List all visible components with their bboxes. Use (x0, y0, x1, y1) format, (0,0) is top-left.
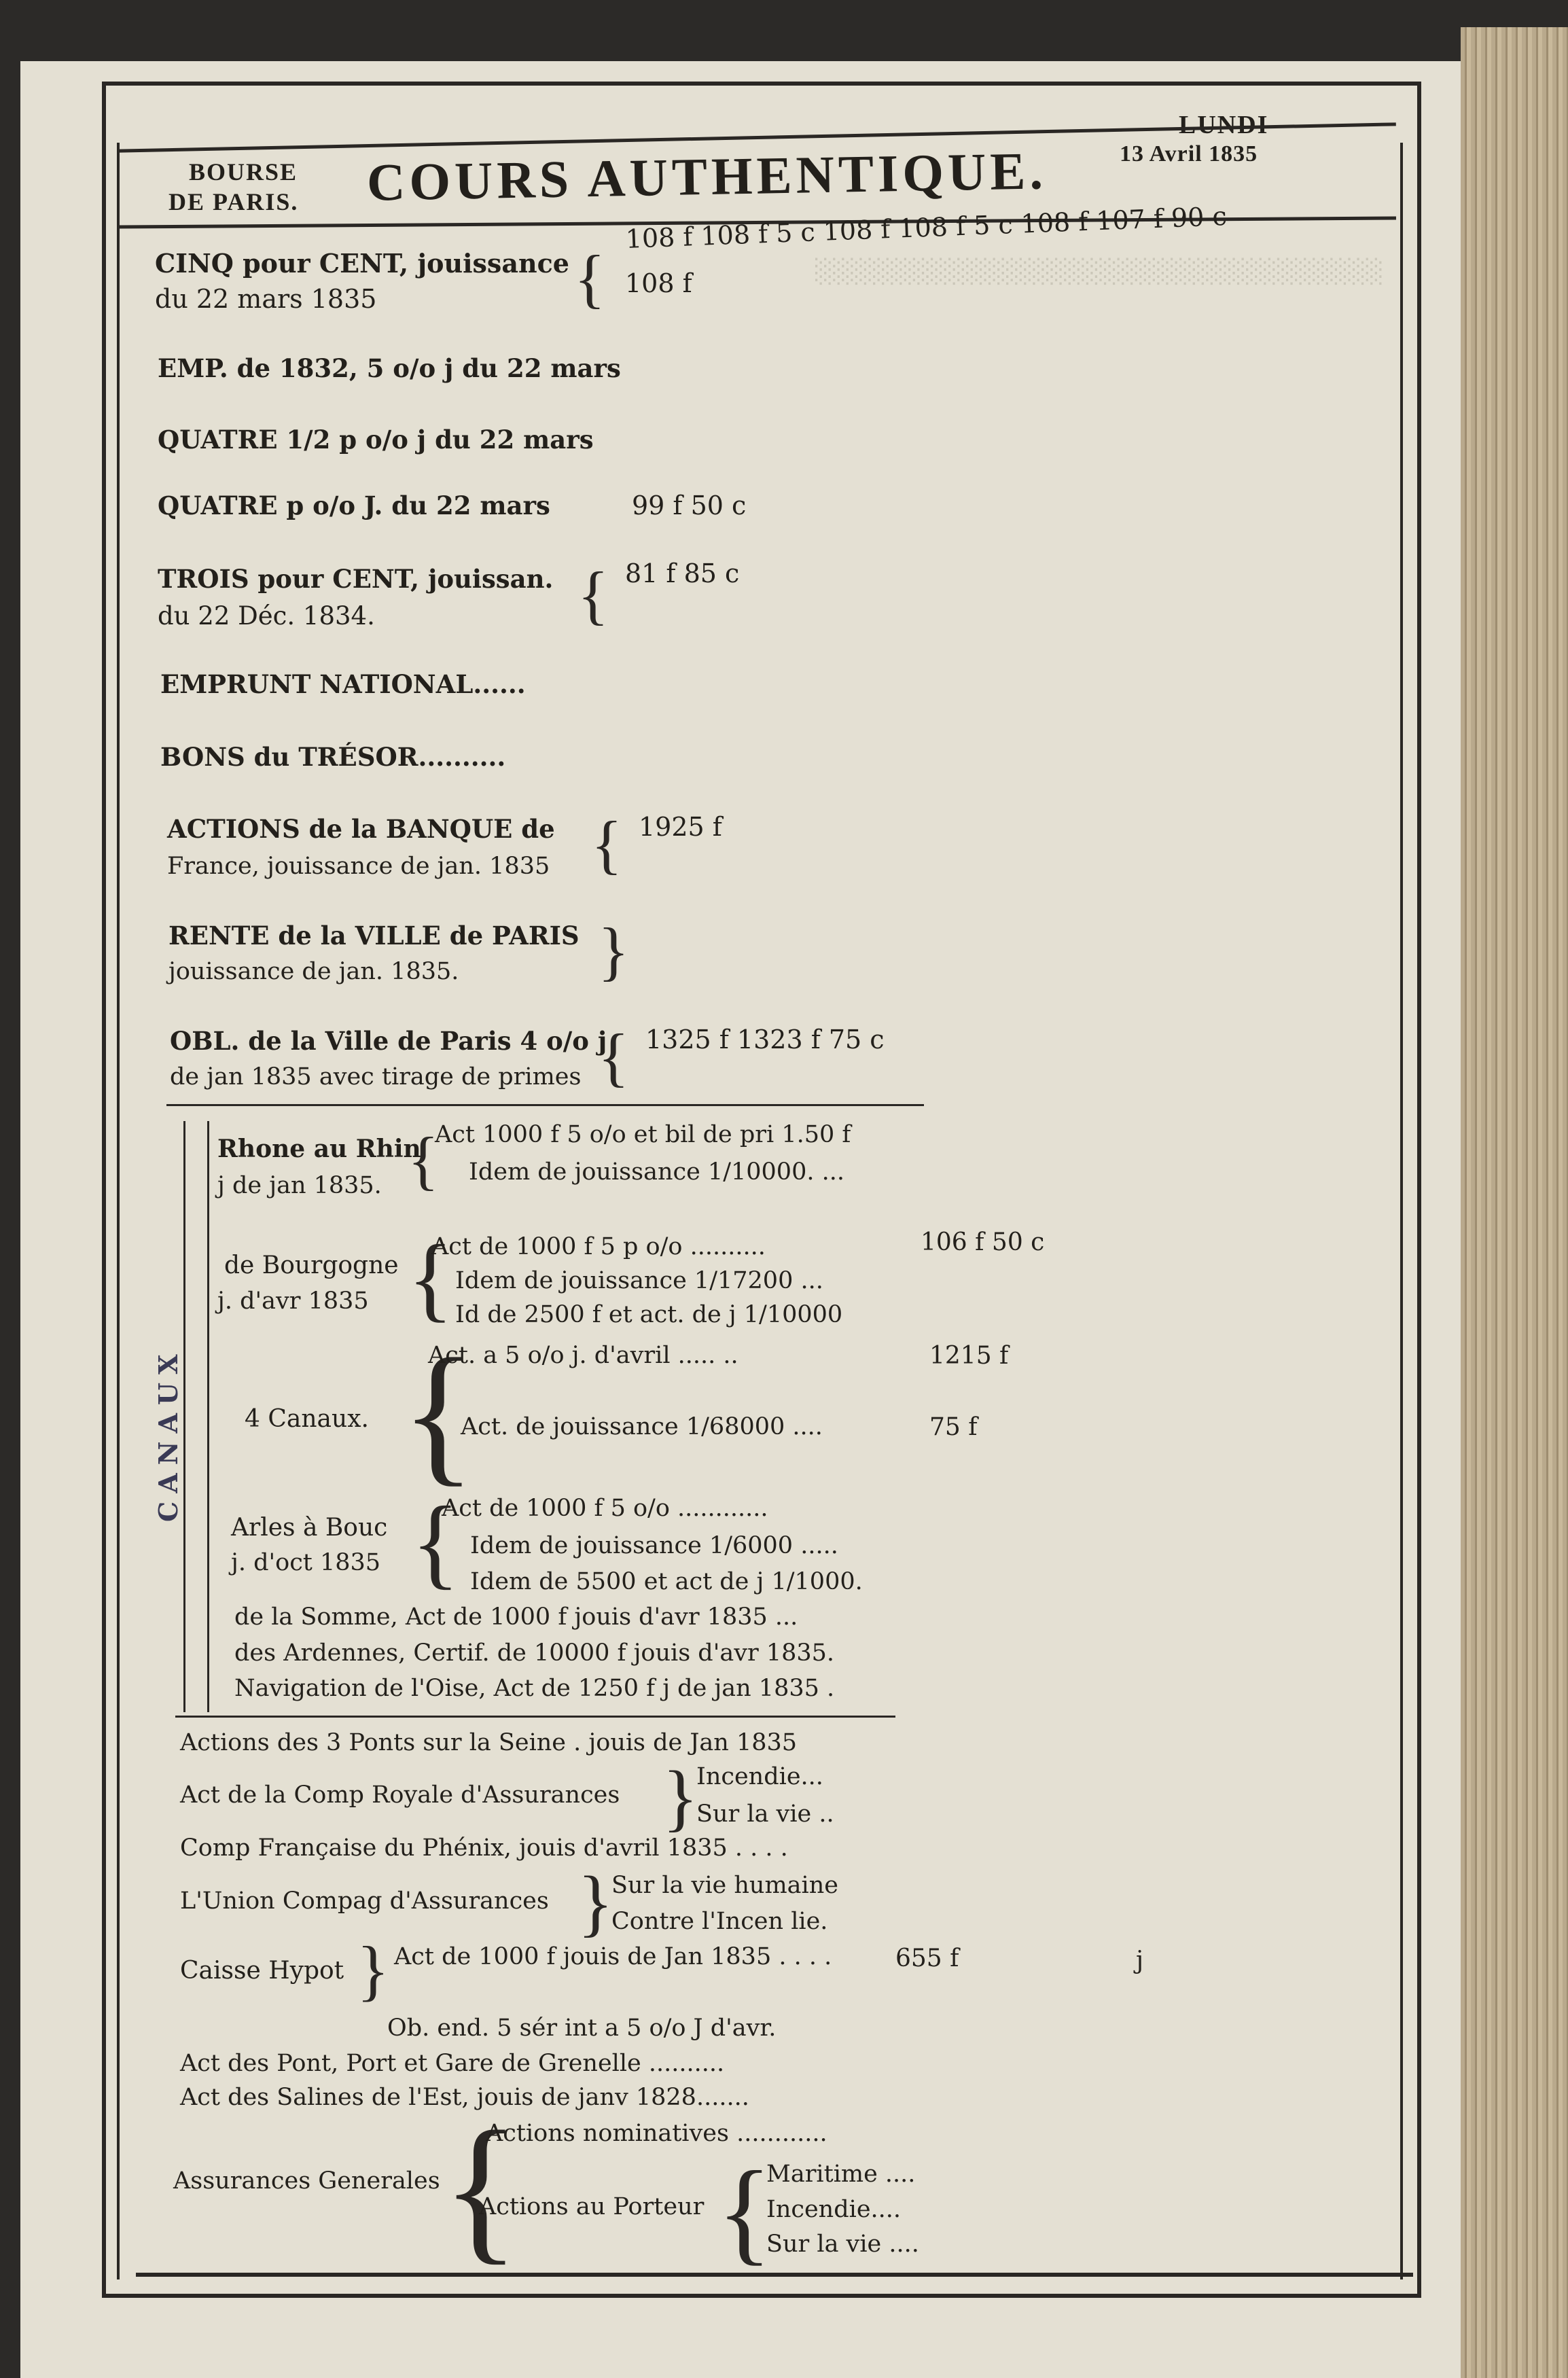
arles-item-2: Idem de jouissance 1/6000 ..... (470, 1532, 838, 1559)
sur-la-vie-row: Sur la vie .... (766, 2231, 919, 2258)
union-incendie: Contre l'Incen lie. (611, 1908, 828, 1935)
brace: { (411, 1486, 460, 1599)
brace: { (408, 1226, 454, 1331)
emp-label: EMP. de 1832, 5 o/o j du 22 mars (158, 353, 621, 383)
bourg-item-2: Idem de jouissance 1/17200 ... (455, 1267, 823, 1294)
ob-end-row: Ob. end. 5 sér int a 5 o/o J d'avr. (387, 2015, 777, 2042)
oise-row: Navigation de l'Oise, Act de 1250 f j de jan 1835 . (234, 1675, 835, 1702)
actions-label-2: France, jouissance de jan. 1835 (167, 853, 550, 880)
arles-item-3: Idem de 5500 et act de j 1/1000. (470, 1568, 863, 1595)
union-label: L'Union Compag d'Assurances (180, 1887, 549, 1915)
obl-label-2: de jan 1835 avec tirage de primes (170, 1063, 582, 1090)
trois-label-1: TROIS pour CENT, jouissan. (158, 564, 554, 594)
incendie-row: Incendie.... (766, 2196, 902, 2223)
bourg-item-1: Act de 1000 f 5 p o/o .......... (431, 1233, 766, 1260)
brace: } (662, 1756, 698, 1839)
bourg-label-2: j. d'avr 1835 (217, 1288, 369, 1315)
section-rule (175, 1716, 895, 1718)
arles-label-1: Arles à Bouc (231, 1514, 388, 1542)
book-page-edges (1461, 27, 1568, 2378)
actions-value: 1925 f (639, 812, 722, 842)
bourg-label-1: de Bourgogne (224, 1252, 399, 1279)
caisse-item: Act de 1000 f jouis de Jan 1835 . . . . (394, 1943, 832, 1970)
brace: { (717, 2148, 772, 2275)
emprunt-label: EMPRUNT NATIONAL...... (160, 669, 526, 699)
ponts-row: Actions des 3 Ponts sur la Seine . jouis de Jan 1835 (180, 1729, 798, 1756)
comp-royale-vie: Sur la vie .. (696, 1800, 834, 1828)
caisse-label: Caisse Hypot (180, 1957, 344, 1985)
nominatives-row: Actions nominatives ............ (486, 2120, 827, 2147)
canaux-rule-inner (207, 1121, 209, 1712)
grenelle-row: Act des Pont, Port et Gare de Grenelle .......... (180, 2050, 725, 2077)
ardennes-row: des Ardennes, Certif. de 10000 f jouis d'avr 1835. (234, 1639, 835, 1667)
rente-label-2: jouissance de jan. 1835. (168, 958, 459, 985)
canaux-rule-outer (183, 1121, 185, 1712)
brace: { (408, 1124, 440, 1196)
quatre-demi-label: QUATRE 1/2 p o/o j du 22 mars (158, 425, 594, 455)
trois-label-2: du 22 Déc. 1834. (158, 601, 375, 631)
section-rule (166, 1104, 924, 1106)
caisse-value: 655 f (895, 1945, 959, 1972)
page-title: COURS AUTHENTIQUE. (366, 141, 1048, 212)
bottom-rule (136, 2273, 1413, 2277)
brace: { (577, 558, 609, 631)
cinq-values-1: 108 f 108 f 5 c 108 f 108 f 5 c 108 f 107 f 90 c (625, 201, 1228, 254)
quatre-canaux-item-1: Act. a 5 o/o j. d'avril ..... .. (428, 1342, 738, 1369)
brace: { (442, 2097, 520, 2278)
bourse-line1: BOURSE (189, 158, 298, 185)
obl-label-1: OBL. de la Ville de Paris 4 o/o j (170, 1026, 607, 1056)
phenix-row: Comp Française du Phénix, jouis d'avril 1835 . . . . (180, 1834, 788, 1862)
arles-label-2: j. d'oct 1835 (231, 1549, 381, 1576)
cinq-label-2: du 22 mars 1835 (155, 284, 377, 314)
caisse-mark: j (1136, 1947, 1144, 1974)
union-vie: Sur la vie humaine (611, 1872, 838, 1899)
canaux-side-label: CANAUX (153, 1346, 183, 1522)
bourg-item-3: Id de 2500 f et act. de j 1/10000 (455, 1301, 843, 1328)
rhone-label-2: j de jan 1835. (217, 1172, 382, 1199)
brace: } (357, 1932, 389, 2008)
quatre-canaux-label: 4 Canaux. (245, 1405, 369, 1433)
trois-value: 81 f 85 c (625, 558, 740, 588)
rente-label-1: RENTE de la VILLE de PARIS (168, 921, 580, 951)
comp-royale-label: Act de la Comp Royale d'Assurances (180, 1781, 620, 1809)
obl-value: 1325 f 1323 f 75 c (645, 1025, 885, 1054)
brace: } (577, 1861, 613, 1944)
rhone-item-2: Idem de jouissance 1/10000. ... (469, 1158, 844, 1186)
quatre-canaux-value-1: 1215 f (929, 1342, 1009, 1370)
brace: { (401, 1326, 476, 1499)
cinq-label-1: CINQ pour CENT, jouissance (155, 248, 569, 279)
assurances-label: Assurances Generales (173, 2167, 440, 2195)
brace: { (591, 808, 623, 881)
somme-row: de la Somme, Act de 1000 f jouis d'avr 1835 ... (234, 1603, 798, 1631)
bourse-line2: DE PARIS. (168, 188, 299, 215)
rhone-label-1: Rhone au Rhin (217, 1135, 421, 1163)
cinq-values-2: 108 f (625, 268, 692, 298)
bleed-through: ░░░░░░░░░░░░░░░░░░░░░░░░░░░░░░░░ (815, 258, 1384, 285)
day-label: LUNDI (1179, 111, 1269, 139)
quatre-label: QUATRE p o/o J. du 22 mars (158, 491, 550, 520)
quatre-canaux-value-2: 75 f (929, 1413, 978, 1441)
bons-label: BONS du TRÉSOR.......... (160, 742, 506, 772)
quatre-canaux-item-2: Act. de jouissance 1/68000 .... (461, 1413, 823, 1440)
brace: } (598, 915, 630, 987)
bourg-value: 106 f 50 c (921, 1228, 1045, 1256)
brace: { (574, 242, 606, 315)
maritime-row: Maritime .... (766, 2161, 916, 2188)
comp-royale-incendie: Incendie... (696, 1763, 823, 1790)
salines-row: Act des Salines de l'Est, jouis de janv 1828....... (180, 2084, 749, 2111)
date-label: 13 Avril 1835 (1120, 141, 1258, 166)
brace: { (598, 1021, 630, 1093)
quatre-value: 99 f 50 c (632, 491, 747, 520)
arles-item-1: Act de 1000 f 5 o/o ............ (442, 1495, 768, 1522)
actions-label-1: ACTIONS de la BANQUE de (167, 814, 555, 844)
porteur-label: Actions au Porteur (479, 2193, 705, 2220)
rhone-item-1: Act 1000 f 5 o/o et bil de pri 1.50 f (435, 1121, 851, 1148)
